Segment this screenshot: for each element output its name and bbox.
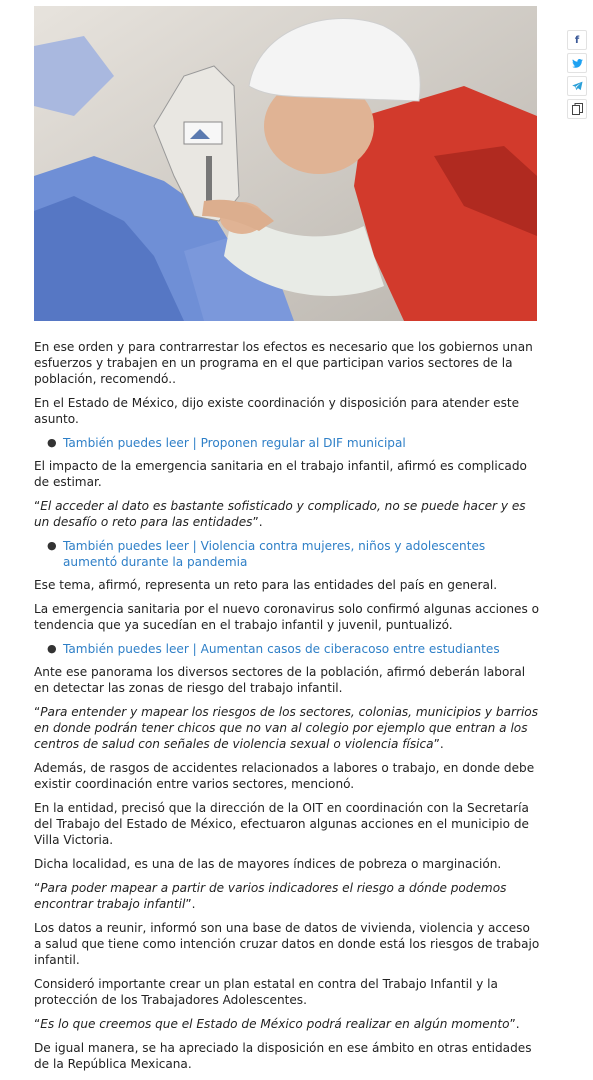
telegram-icon xyxy=(572,81,583,91)
related-link-item xyxy=(34,538,540,570)
sewing-worker-image xyxy=(34,6,537,321)
quote-paragraph: “El acceder al dato es bastante sofisticado y complicado, no se puede hacer y es un desafío o reto para las entidades”. xyxy=(34,499,526,529)
twitter-icon xyxy=(572,59,583,68)
related-link-ciberacoso[interactable]: También puedes leer | Aumentan casos de ciberacoso entre estudiantes xyxy=(63,642,500,656)
copy-link-button[interactable] xyxy=(567,99,587,119)
copy-icon xyxy=(572,103,583,115)
share-bar xyxy=(567,30,587,122)
paragraph: Ese tema, afirmó, representa un reto para las entidades del país en general. xyxy=(34,578,498,592)
article-body xyxy=(34,339,540,1080)
facebook-icon: f xyxy=(574,34,580,46)
bullet-icon: ● xyxy=(47,436,57,449)
quote-text: Es lo que creemos que el Estado de México podrá realizar en algún momento xyxy=(40,1017,510,1031)
paragraph: En ese orden y para contrarrestar los efectos es necesario que los gobiernos unan esfuerzos y trabajen en un programa en el que participan varios sectores de la población, recomendó.. xyxy=(34,340,533,386)
twitter-share-button[interactable] xyxy=(567,53,587,73)
telegram-share-button[interactable] xyxy=(567,76,587,96)
related-link-violencia[interactable]: También puedes leer | Violencia contra mujeres, niños y adolescentes aumentó durante la pandemia xyxy=(63,539,486,569)
article-photo xyxy=(34,6,537,321)
quote-text: El acceder al dato es bastante sofisticado y complicado, no se puede hacer y es un desafío o reto para las entidades xyxy=(34,499,526,529)
related-link-item xyxy=(34,435,540,451)
paragraph: De igual manera, se ha apreciado la disposición en ese ámbito en otras entidades de la República Mexicana. xyxy=(34,1041,532,1071)
paragraph: Consideró importante crear un plan estatal en contra del Trabajo Infantil y la protección de los Trabajadores Adolescentes. xyxy=(34,977,498,1007)
bullet-icon: ● xyxy=(47,539,57,552)
bullet-icon: ● xyxy=(47,642,57,655)
related-link-item xyxy=(34,641,540,657)
quote-paragraph: “Para poder mapear a partir de varios indicadores el riesgo a dónde podemos encontrar trabajo infantil”. xyxy=(34,881,507,911)
paragraph: En el Estado de México, dijo existe coordinación y disposición para atender este asunto. xyxy=(34,396,520,426)
paragraph: El impacto de la emergencia sanitaria en el trabajo infantil, afirmó es complicado de estimar. xyxy=(34,459,527,489)
paragraph: Dicha localidad, es una de las de mayores índices de pobreza o marginación. xyxy=(34,857,502,871)
paragraph: Además, de rasgos de accidentes relacionados a labores o trabajo, en donde debe existir coordinación entre varios sectores, mencionó. xyxy=(34,761,535,791)
quote-paragraph: “Es lo que creemos que el Estado de México podrá realizar en algún momento”. xyxy=(34,1017,520,1031)
paragraph: Ante ese panorama los diversos sectores de la población, afirmó deberán laboral en detectar las zonas de riesgo del trabajo infantil. xyxy=(34,665,526,695)
quote-text: Para poder mapear a partir de varios indicadores el riesgo a dónde podemos encontrar trabajo infantil xyxy=(34,881,507,911)
quote-text: Para entender y mapear los riesgos de los sectores, colonias, municipios y barrios en donde podrán tener chicos que no van al colegio por ejemplo que entran a los centros de salud con señales de violencia sexual o violencia física xyxy=(34,705,539,751)
facebook-share-button[interactable] xyxy=(567,30,587,50)
paragraph: Los datos a reunir, informó son una base de datos de vivienda, violencia y acceso a salud que tiene como intención cruzar datos en donde está los riesgos de trabajo infantil. xyxy=(34,921,540,967)
paragraph: La emergencia sanitaria por el nuevo coronavirus solo confirmó algunas acciones o tendencia que ya sucedían en el trabajo infantil y juvenil, puntualizó. xyxy=(34,602,540,632)
related-link-dif[interactable]: También puedes leer | Proponen regular al DIF municipal xyxy=(63,436,406,450)
paragraph: En la entidad, precisó que la dirección de la OIT en coordinación con la Secretaría del Trabajo del Estado de México, efectuaron algunas acciones en el municipio de Villa Victoria. xyxy=(34,801,529,847)
quote-paragraph: “Para entender y mapear los riesgos de los sectores, colonias, municipios y barrios en donde podrán tener chicos que no van al colegio por ejemplo que entran a los centros de salud con señales de violencia sexual o violencia física”. xyxy=(34,705,539,751)
